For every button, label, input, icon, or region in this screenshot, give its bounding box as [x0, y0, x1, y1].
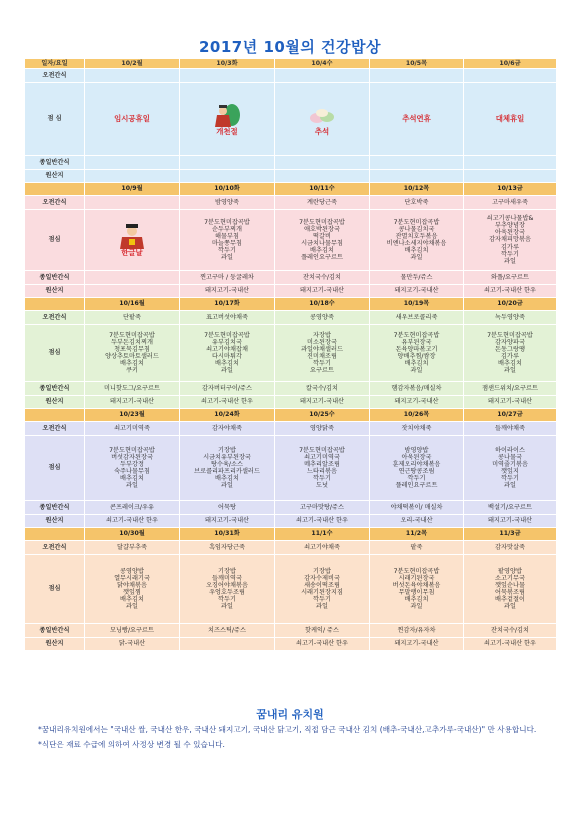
- snack-cell: 와플/요구르트: [464, 271, 557, 285]
- row-label-lunch: 점심: [25, 555, 85, 624]
- menu-item: 마늘쫑무침: [212, 240, 242, 247]
- menu-item: 7분도현미잡곡밥: [393, 331, 440, 339]
- lunch-cell: [85, 210, 180, 271]
- row-label-origin: 원산지: [25, 285, 85, 298]
- menu-item: 탕수육/소스: [211, 460, 243, 468]
- snack-cell: 영양닭죽: [275, 422, 370, 436]
- row-label-lunch: 점심: [25, 436, 85, 501]
- menu-item: 비엔나소세지야채볶음: [386, 240, 447, 247]
- menu-item: 과일: [504, 367, 516, 375]
- page-title: 2017년 10월의 건강밥상: [199, 38, 381, 56]
- menu-item: 배추김치: [120, 360, 144, 368]
- menu-item: 플레인요구르트: [395, 482, 438, 490]
- menu-item: 돈육양파볶고기: [395, 345, 438, 353]
- lunch-cell: [370, 83, 464, 156]
- menu-item: 도넛: [316, 482, 328, 490]
- snack-cell: 잔치국수/김치: [464, 624, 557, 638]
- origin-cell: 돼지고기-국내산: [85, 396, 180, 409]
- origin-cell: 돼지고기-국내산: [370, 638, 464, 651]
- menu-item: 부추양념장: [495, 222, 525, 230]
- menu-item: 해물부침: [215, 232, 239, 240]
- menu-item: 7분도현미잡곡밥: [109, 331, 155, 339]
- snack-cell: 흑임자당근죽: [180, 541, 275, 555]
- row-label-pm: 종일반간식: [25, 624, 85, 638]
- row-label-am: 오전간식: [25, 196, 85, 210]
- lunch-cell: [464, 555, 557, 624]
- menu-item: 과일: [316, 603, 328, 611]
- snack-cell: [85, 156, 180, 170]
- menu-item: 7분도현미잡곡밥: [109, 446, 155, 454]
- menu-item: 과일: [410, 254, 423, 262]
- menu-item: 깻잎순나물: [495, 581, 525, 589]
- row-label-am: 오전간식: [25, 422, 85, 436]
- menu-item: 쇠고기콩나물밥&: [486, 215, 534, 223]
- menu-item: 숙주나물무침: [114, 468, 150, 475]
- lunch-cell: [275, 210, 370, 271]
- date-cell: 11/3금: [464, 528, 557, 541]
- lunch-cell: [275, 436, 370, 501]
- menu-item: 7분도현미잡곡밥: [487, 331, 533, 339]
- menu-item: 하이라이스: [495, 446, 525, 454]
- date-cell: 10/20금: [464, 298, 557, 311]
- origin-cell: 닭-국내산: [85, 638, 180, 651]
- origin-cell: 돼지고기-국내산: [180, 515, 275, 528]
- row-label-am: 오전간식: [25, 311, 85, 325]
- menu-item: 감자수제비국: [304, 574, 340, 582]
- snack-cell: 콘프레이크/우유: [85, 501, 180, 515]
- snack-cell: 감자맛살죽: [464, 541, 557, 555]
- snack-cell: 야채떡볶이/ 매실차: [370, 501, 464, 515]
- menu-item: 오징어야채볶음: [206, 581, 248, 589]
- snack-cell: 팥죽: [370, 541, 464, 555]
- menu-item: 콩영양밥: [120, 567, 144, 575]
- origin-cell: 쇠고기-국내산 한우: [275, 638, 370, 651]
- menu-item: 느타리볶음: [307, 468, 337, 475]
- snack-cell: [85, 196, 180, 210]
- menu-item: 감자양파국: [495, 338, 525, 346]
- lunch-cell: [275, 83, 370, 156]
- snack-cell: 잼샌드위치/요구르트: [464, 382, 557, 396]
- origin-cell: 돼지고기-국내산: [275, 285, 370, 298]
- menu-item: 떡갈비: [313, 232, 331, 240]
- snack-cell: [275, 156, 370, 170]
- lunch-cell: [275, 325, 370, 382]
- menu-item: 배추김치: [404, 247, 429, 255]
- lunch-cell: [370, 325, 464, 382]
- snack-cell: 햄감자볶음/매실차: [370, 382, 464, 396]
- menu-item: 깍두기: [313, 596, 331, 604]
- snack-cell: 백설기/요구르트: [464, 501, 557, 515]
- snack-cell: 쇠고기야채죽: [275, 541, 370, 555]
- menu-item: 깍두기: [407, 475, 426, 483]
- menu-item: 연근땅콩조림: [398, 468, 435, 475]
- lunch-cell: [370, 210, 464, 271]
- snack-cell: 고구마맛탕/쥬스: [275, 501, 370, 515]
- date-cell: 10/13금: [464, 183, 557, 196]
- date-cell: 10/2월: [85, 59, 180, 69]
- menu-item: 버섯감자된장국: [111, 453, 153, 461]
- menu-item: 깻잎찜: [123, 589, 141, 596]
- menu-item: 7분도현미잡곡밥: [393, 218, 440, 226]
- origin-cell: 오리-국내산: [370, 515, 464, 528]
- snack-cell: 표고버섯야채죽: [180, 311, 275, 325]
- snack-cell: 어묵탕: [180, 501, 275, 515]
- menu-item: 요구르트: [310, 367, 334, 375]
- row-label-pm: 종일반간식: [25, 501, 85, 515]
- snack-cell: 콩영양죽: [275, 311, 370, 325]
- snack-cell: [85, 69, 180, 83]
- origin-cell: 쇠고기-국내산 한우: [464, 638, 557, 651]
- lunch-cell: [180, 83, 275, 156]
- row-label-origin: 원산지: [25, 170, 85, 183]
- origin-cell: 돼지고기-국내산: [370, 396, 464, 409]
- date-cell: 11/1수: [275, 528, 370, 541]
- menu-item: 과일: [221, 254, 233, 262]
- snack-cell: [370, 156, 464, 170]
- origin-cell: [370, 170, 464, 183]
- lunch-cell: [464, 325, 557, 382]
- snack-cell: 미니핫도그/요구르트: [85, 382, 180, 396]
- menu-item: 청포묵김무침: [114, 345, 150, 353]
- menu-item: 7분도현미잡곡밥: [299, 446, 345, 454]
- snack-cell: 밤영양죽: [180, 196, 275, 210]
- date-cell: 10/3화: [180, 59, 275, 69]
- origin-cell: [464, 170, 557, 183]
- menu-item: 자장밥: [313, 331, 331, 339]
- date-cell: 10/9월: [85, 183, 180, 196]
- menu-item: 배추김치: [215, 475, 239, 483]
- date-cell: 10/24화: [180, 409, 275, 422]
- origin-cell: [85, 285, 180, 298]
- date-cell: 10/18수: [275, 298, 370, 311]
- menu-item: 김가루: [501, 243, 519, 251]
- menu-item: 밤영양밥: [404, 446, 429, 454]
- lunch-cell: [370, 555, 464, 624]
- menu-item: 감자채피망볶음: [489, 236, 531, 244]
- notes: [38, 724, 558, 754]
- lunch-cell: [180, 555, 275, 624]
- origin-cell: 쇠고기-국내산 한우: [85, 515, 180, 528]
- snack-cell: 잣치야채죽: [370, 422, 464, 436]
- menu-item: 7분도현미잡곡밥: [204, 218, 250, 226]
- school-name: 꿈내리 유치원: [256, 708, 324, 721]
- menu-item: 배추김치: [404, 360, 429, 368]
- note-change: *식단은 재료 수급에 의하여 사정상 변경 될 수 있습니다.: [38, 740, 225, 749]
- snack-cell: [464, 69, 557, 83]
- origin-cell: 돼지고기-국내산: [464, 515, 557, 528]
- header-date-label: 일자/요일: [25, 59, 85, 69]
- menu-item: 아욱된장국: [401, 453, 432, 461]
- date-cell: 10/31화: [180, 528, 275, 541]
- menu-item: 돈동그랑땡: [495, 345, 525, 353]
- origin-cell: [180, 170, 275, 183]
- menu-item: 버섯돈육야채볶음: [392, 581, 441, 589]
- menu-item: 들깨미역국: [212, 574, 242, 582]
- menu-item: 두부돈김치찌개: [111, 338, 153, 346]
- date-cell: 10/26목: [370, 409, 464, 422]
- menu-item: 배추김치: [215, 360, 239, 368]
- date-cell: 10/16월: [85, 298, 180, 311]
- row-label-am: 오전간식: [25, 69, 85, 83]
- origin-cell: 돼지고기-국내산: [464, 396, 557, 409]
- menu-item: 무말랭이무침: [398, 589, 435, 596]
- snack-cell: 감자버터구이/쥬스: [180, 382, 275, 396]
- snack-cell: 칼국수/김치: [275, 382, 370, 396]
- date-cell: 10/10화: [180, 183, 275, 196]
- origin-cell: 쇠고기-국내산 한우: [464, 285, 557, 298]
- menu-item: 배추김치: [120, 596, 144, 604]
- snack-cell: [275, 69, 370, 83]
- holiday-label: 대체휴일: [495, 114, 525, 124]
- menu-item: 양배추찜/쌈장: [397, 353, 436, 360]
- menu-item: 과일: [410, 603, 423, 611]
- snack-cell: 들깨야채죽: [464, 422, 557, 436]
- snack-cell: 고구마새우죽: [464, 196, 557, 210]
- origin-cell: [275, 170, 370, 183]
- menu-item: 과일: [126, 603, 138, 611]
- snack-cell: 찐감자/유자차: [370, 624, 464, 638]
- menu-item: 팥영양밥: [498, 567, 522, 575]
- origin-cell: [180, 638, 275, 651]
- menu-item: 배추김치: [310, 247, 334, 255]
- menu-item: 쿠키: [126, 367, 138, 375]
- menu-item: 유부김치국: [212, 338, 242, 346]
- holiday-label: 추석: [314, 127, 330, 137]
- menu-item: 시래기된장국: [398, 574, 435, 582]
- menu-item: 7분도현미잡곡밥: [299, 218, 345, 226]
- snack-cell: 핫케익/ 쥬스: [275, 624, 370, 638]
- lunch-cell: [85, 83, 180, 156]
- meal-plan-table: [24, 58, 557, 651]
- menu-item: 기장밥: [218, 446, 236, 454]
- origin-cell: [85, 170, 180, 183]
- holiday-label: 추석연휴: [402, 114, 431, 124]
- note-origin: *꿈내리유치원에서는 "국내산 쌀, 국내산 한우, 국내산 돼지고기, 국내산 닭고기, 직접 담근 국내산 김치 (배추-국내산,고추가루-국내산)" 만 사용합니다.: [38, 725, 537, 734]
- menu-item: 두부강정: [120, 460, 144, 468]
- date-cell: 11/2목: [370, 528, 464, 541]
- snack-cell: [85, 271, 180, 285]
- date-cell: 10/5목: [370, 59, 464, 69]
- menu-item: 기장밥: [218, 567, 236, 575]
- date-cell: 10/4수: [275, 59, 370, 69]
- menu-item: 깍두기: [501, 250, 519, 258]
- menu-item: 과일: [504, 603, 516, 611]
- menu-item: 닭야채볶음: [117, 581, 147, 589]
- menu-item: 깍두기: [218, 596, 236, 604]
- menu-item: 과일: [504, 257, 516, 265]
- menu-item: 과일: [221, 603, 233, 611]
- menu-item: 열무시래기국: [114, 574, 150, 582]
- menu-item: 양상추토마토샐러드: [105, 353, 159, 360]
- dangun-illustration-icon: [213, 102, 241, 128]
- menu-item: 배추김치: [498, 360, 522, 368]
- row-label-pm: 종일반간식: [25, 382, 85, 396]
- menu-item: 과일: [126, 482, 138, 490]
- date-cell: 10/23월: [85, 409, 180, 422]
- menu-item: 깻잎지: [501, 468, 519, 475]
- lunch-cell: [275, 555, 370, 624]
- menu-item: 메추리알조림: [304, 460, 340, 468]
- menu-item: 아욱된장국: [495, 229, 525, 237]
- menu-item: 깍두기: [313, 475, 331, 483]
- row-label-lunch: 점심: [25, 325, 85, 382]
- snack-cell: [180, 69, 275, 83]
- origin-cell: 돼지고기-국내산: [275, 396, 370, 409]
- origin-cell: 쇠고기-국내산 한우: [180, 396, 275, 409]
- holiday-label: 개천절: [216, 127, 238, 137]
- date-cell: 10/6금: [464, 59, 557, 69]
- row-label-lunch: 점심: [25, 210, 85, 271]
- menu-item: 애호박된장국: [304, 225, 340, 233]
- menu-item: 소고기무국: [495, 574, 525, 582]
- origin-cell: 돼지고기-국내산: [180, 285, 275, 298]
- row-label-pm: 종일반간식: [25, 156, 85, 170]
- menu-item: 다시마튀각: [212, 353, 242, 360]
- menu-item: 배추겉절이: [495, 596, 525, 604]
- snack-cell: 물만두/쥬스: [370, 271, 464, 285]
- menu-item: 순두부찌개: [212, 225, 242, 233]
- snack-cell: 새우브로콜리죽: [370, 311, 464, 325]
- date-row-blank: [25, 528, 85, 541]
- lunch-cell: [85, 555, 180, 624]
- menu-item: 김가루: [501, 353, 519, 360]
- menu-item: 플레인요구르트: [301, 254, 343, 262]
- origin-cell: 돼지고기-국내산: [370, 285, 464, 298]
- snack-cell: 단호박죽: [370, 196, 464, 210]
- snack-cell: [464, 156, 557, 170]
- snack-cell: 계란당근죽: [275, 196, 370, 210]
- lunch-cell: [180, 436, 275, 501]
- date-row-blank: [25, 183, 85, 196]
- menu-item: 과일야채샐러드: [301, 345, 343, 353]
- date-row-blank: [25, 409, 85, 422]
- menu-item: 진미채조림: [307, 353, 337, 360]
- menu-item: 쇠고기야채잡채: [206, 345, 248, 353]
- menu-item: 미소된장국: [307, 338, 337, 346]
- lunch-cell: [85, 436, 180, 501]
- songpyeon-illustration-icon: [308, 102, 336, 128]
- lunch-cell: [180, 325, 275, 382]
- snack-cell: 찐고구마 / 둥굴레차: [180, 271, 275, 285]
- menu-item: 배추김치: [120, 475, 144, 483]
- menu-item: 시금치유부된장국: [203, 453, 251, 461]
- menu-item: 기장밥: [313, 567, 331, 575]
- snack-cell: 감자야채죽: [180, 422, 275, 436]
- menu-item: 깍두기: [313, 360, 331, 368]
- lunch-cell: [464, 83, 557, 156]
- menu-item: 시래기된장지짐: [301, 589, 343, 596]
- snack-cell: [180, 156, 275, 170]
- menu-item: 훈제오리야채볶음: [392, 460, 441, 468]
- snack-cell: [370, 69, 464, 83]
- menu-item: 미역줄기볶음: [492, 460, 528, 468]
- menu-item: 쇠고기미역국: [304, 453, 340, 461]
- lunch-cell: [464, 210, 557, 271]
- menu-item: 잔멸치호두볶음: [395, 232, 438, 240]
- snack-cell: 쇠고기미역죽: [85, 422, 180, 436]
- menu-item: 과일: [221, 367, 233, 375]
- sejong-illustration-icon: [118, 223, 146, 249]
- date-row-blank: [25, 298, 85, 311]
- snack-cell: 치즈스틱/쥬스: [180, 624, 275, 638]
- row-label-origin: 원산지: [25, 396, 85, 409]
- date-cell: 10/17화: [180, 298, 275, 311]
- snack-cell: 잔치국수/김치: [275, 271, 370, 285]
- menu-item: 콩나물김치국: [398, 225, 435, 233]
- row-label-lunch: 점 심: [25, 83, 85, 156]
- menu-item: 과일: [221, 482, 233, 490]
- menu-item: 어묵볶조림: [495, 589, 525, 596]
- menu-item: 과일: [504, 482, 516, 490]
- snack-cell: 모닝빵/요구르트: [85, 624, 180, 638]
- snack-cell: 녹두영양죽: [464, 311, 557, 325]
- menu-item: 콩나물국: [498, 453, 522, 461]
- menu-item: 깍두기: [501, 475, 519, 483]
- holiday-label: 한글날: [121, 248, 143, 258]
- menu-item: 우엉호두조림: [209, 589, 245, 596]
- holiday-label: 임시공휴일: [114, 114, 150, 124]
- lunch-cell: [180, 210, 275, 271]
- date-cell: 10/27금: [464, 409, 557, 422]
- menu-item: 유부된장국: [401, 338, 432, 346]
- menu-item: 새송이떡조림: [304, 581, 340, 589]
- date-cell: 10/25수: [275, 409, 370, 422]
- date-cell: 10/12목: [370, 183, 464, 196]
- snack-cell: 달걀부추죽: [85, 541, 180, 555]
- row-label-origin: 원산지: [25, 515, 85, 528]
- menu-item: 7분도현미잡곡밥: [204, 331, 250, 339]
- lunch-cell: [464, 436, 557, 501]
- date-cell: 10/11수: [275, 183, 370, 196]
- row-label-origin: 원산지: [25, 638, 85, 651]
- row-label-am: 오전간식: [25, 541, 85, 555]
- menu-item: 깍두기: [218, 247, 236, 255]
- menu-item: 시금치나물무침: [301, 240, 343, 247]
- row-label-pm: 종일반간식: [25, 271, 85, 285]
- lunch-cell: [85, 325, 180, 382]
- date-cell: 10/30월: [85, 528, 180, 541]
- lunch-cell: [370, 436, 464, 501]
- menu-item: 과일: [410, 367, 423, 375]
- menu-item: 배추김치: [404, 596, 429, 604]
- menu-item: 7분도현미잡곡밥: [393, 567, 440, 575]
- origin-cell: 쇠고기-국내산 한우: [275, 515, 370, 528]
- menu-item: 브로콜리파프리카샐러드: [194, 468, 260, 475]
- snack-cell: 단팥죽: [85, 311, 180, 325]
- date-cell: 10/19목: [370, 298, 464, 311]
